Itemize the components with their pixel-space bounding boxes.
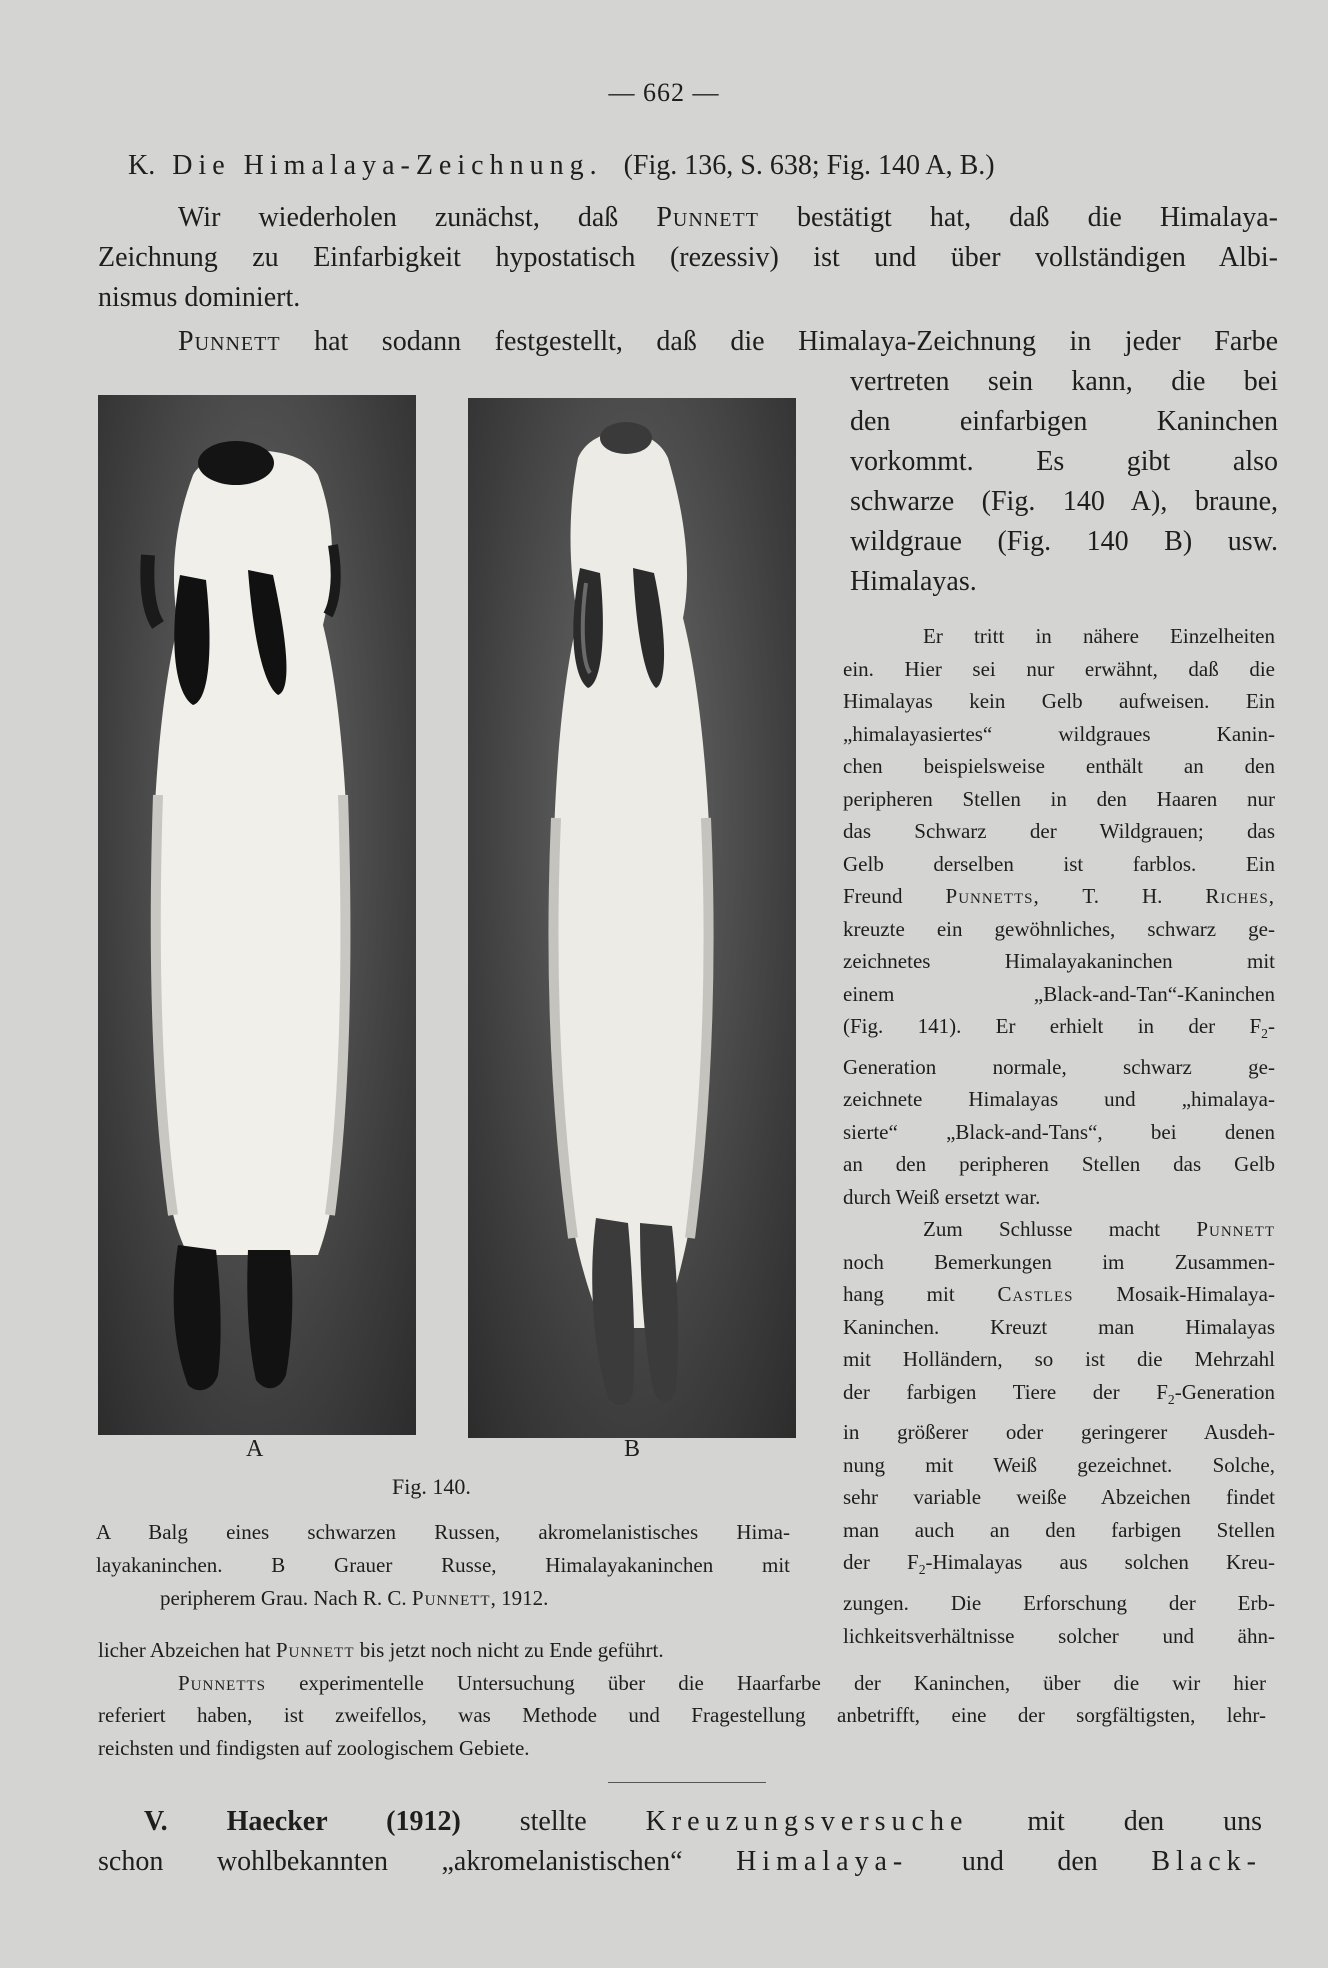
heading-reference: (Fig. 136, S. 638; Fig. 140 A, B.) [623,150,995,181]
section-v-paragraph: V. Haecker (1912) stellte Kreuzungsversuche mit den uns schon wohlbekannten „akromelanistischen“ Himalaya- und den Black- [98,1806,1263,1877]
section-k-paragraph-1: Wir wiederholen zunächst, daß Punnett bestätigt hat, daß die Himalaya- Zeichnung zu Einfarbigkeit hypostatisch (rezessiv) ist und über vollständigen Albi- nismus dominiert. [98,202,1279,313]
author-name: Punnetts [178,1670,267,1695]
right-column-text: Er tritt in nähere Einzelheiten ein. Hier sei nur erwähnt, daß die Himalayas kein Gelb aufweisen. Ein „himalayasiertes“ wildgraues Kanin- chen beispielsweise enthält an den peripheren Stellen in den Haaren nur das Schwarz der Wildgrauen; das Gelb derselben ist farblos. Ein Freund Punnetts, T. H. Riches, kreuzte ein gewöhnliches, schwarz ge- zeichnetes Himalayakaninchen mit einem „Black-and-Tan“-Kaninchen (Fig. 141). Er erhielt in der $F_2-$ Generation normale, schwarz ge- zeichnete Himalayas und „himalaya- sierte“ „Black-and-Tans“, bei denen an den peripheren Stellen das Gelb durch Weiß ersetzt war. Zum Schlusse macht Punnett noch Bemerkungen im Zusammen- hang mit Castles Mosaik-Himalaya- Kaninchen. Kreuzt man Himalayas mit Holländern, so ist die Mehrzahl der farbigen Tiere der $F_2$-Generation in größerer oder geringerer Ausdeh- nung mit Weiß gezeichnet. Solche, sehr variable weiße Abzeichen findet man auch an den farbigen Stellen der $F_2$-Himalayas aus solchen Kreu- zungen. Die Erforschung der Erb- lichkeitsverhältnisse solcher und ähn- [843,624,1275,1648]
section-k-heading [128,146,1278,186]
author-name: Punnett [1196,1217,1275,1242]
section-k-paragraph-2: Punnett hat sodann festgestellt, daß die Himalaya-Zeichnung in jeder Farbe [178,326,1279,357]
rabbit-pelt-b-image [468,398,796,1438]
author-name: Castles [997,1282,1074,1307]
author-name: Punnetts, [945,884,1040,908]
section-k-paragraph-2-right: vertreten sein kann, die bei den einfarbigen Kaninchen vorkommt. Es gibt also schwarze (Fig. 140 A), braune, wildgraue (Fig. 140 B) usw. Himalayas. [850,366,1278,597]
author-name: Punnett [656,202,759,233]
heading-title: Die Himalaya-Zeichnung. [172,150,603,181]
figure-140-photo-b [468,398,796,1438]
rabbit-pelt-a-image [98,395,416,1435]
page-number: — 662 — [608,78,720,107]
section-v-lead: V. Haecker (1912) [144,1806,461,1837]
author-name: Punnett [411,1586,491,1610]
figure-140-photo-a [98,395,416,1435]
figure-label-a: A [246,1436,264,1462]
bottom-paragraphs: licher Abzeichen hat Punnett bis jetzt noch nicht zu Ende geführt. Punnetts experimentelle Untersuchung über die Haarfarbe der Kaninchen, über die wir hier referiert haben, ist zweifellos, was Methode und Fragestellung anbetrifft, eine der sorgfältigsten, lehr- reichsten und findigsten auf zoologischem Gebiete. [98,1638,1266,1760]
figure-label-b: B [624,1436,641,1462]
author-name: Punnett [178,326,281,357]
heading-prefix: K. [128,150,156,181]
author-name: Riches, [1205,884,1275,908]
author-name: Punnett [275,1638,355,1662]
figure-title: Fig. 140. [392,1474,471,1499]
section-divider [608,1782,766,1783]
figure-caption: A Balg eines schwarzen Russen, akromelanistisches Hima- layakaninchen. B Grauer Russe, Himalayakaninchen mit peripherem Grau. Nach R. C. Punnett, 1912. [96,1520,790,1610]
